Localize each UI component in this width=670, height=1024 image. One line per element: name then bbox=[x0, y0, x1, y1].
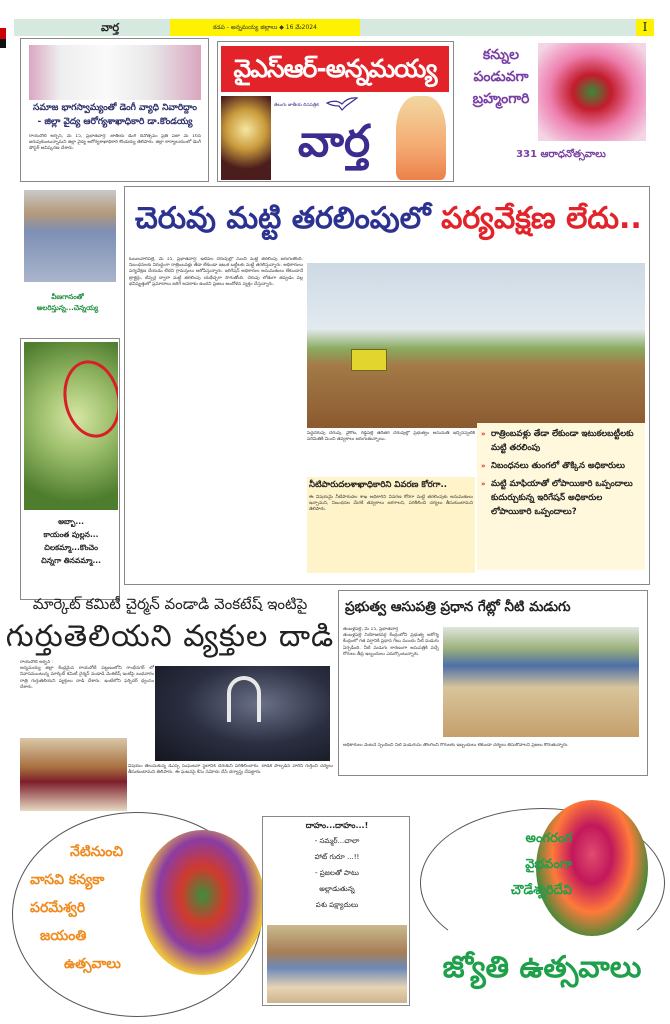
headline-red-part: పర్యవేక్షణ లేదు.. bbox=[441, 201, 642, 236]
summer-line: పశు పక్ష్యాదులు bbox=[315, 901, 359, 909]
dengue-body: రాయచోటి అర్బన్, మే 15, ప్రభాతవార్త: జాతీయ డెంగీ దినోత్సవం ప్రతి ఏటా మే 16న జరుపుకుంటున్నామని జిల్లా వైద్య ఆరోగ్యశాఖాధికారి కొండయ్య తెలిపారు. జిల్లా కార్యాలయంలో డెంగీ పోస్టర్ ఆవిష్కరణ చేశారు. bbox=[29, 134, 201, 152]
edition-date: కడప - అన్నమయ్య జిల్లాలు ◆ 16 మే2024 bbox=[170, 19, 360, 36]
vasavi-line: నేటినుంచి bbox=[70, 844, 124, 860]
main-body-column: ఓబులవారిపల్లె, మే 15, ప్రభాతవార్త: ఇటీవల చెరువుల్లో నుంచి మట్టి తరలింపు జరుగుతోంది. నిబంధనలకు విరుద్ధంగా రాత్రింబవళ్లు తేడా లేకుండా ఇటుక బట్టీలకు మట్టి తరలిస్తున్నారు. అధికారులు పర్యవేక్షణ చేయడం లేదని గ్రామస్తులు ఆరోపిస్తున్నారు. ఇరిగేషన్ అధికారుల అనుమతులు లేకుండానే ట్రాక్టర్లు, టిప్పర్ల ద్వారా మట్టి తరలింపు యథేచ్ఛగా సాగుతోంది. చెరువు లోతుగా తవ్వడం వల్ల భవిష్యత్తులో ప్రమాదాలు జరిగే అవకాశం ఉందని ప్రజలు ఆందోళన వ్యక్తం చేస్తున్నారు. bbox=[129, 257, 303, 287]
soil-excavation-photo bbox=[307, 263, 645, 428]
caption-line: అబ్బా... bbox=[58, 517, 84, 526]
summer-line: అల్లాడుతున్న bbox=[319, 885, 355, 893]
main-body-continued: పెద్దచెరువు చెరువు, వైకోట, రెడ్డిపల్లె తదితర చెరువుల్లో ప్రభుత్వం అనుమతి ఇచ్చినప్పటికీ పరిమితికి మించి తవ్వకాలు జరుగుతున్నాయి. bbox=[307, 431, 475, 443]
dove-icon bbox=[326, 97, 358, 111]
vasavi-line: వాసవి కన్యకా bbox=[30, 872, 105, 888]
summer-heat-box bbox=[262, 816, 410, 1006]
brahmamgari-procession-photo bbox=[538, 43, 646, 141]
veena-player-photo bbox=[24, 190, 116, 282]
highlight-text: మట్టి మాఫియాతో లోపాయికారి ఒప్పందాలు కుదుర్చుకున్న ఇరిగేషన్ అధికారుల లోపాయికారి ఒప్పందాలు? bbox=[491, 479, 633, 517]
caption-line: కాయంత పుల్లన... bbox=[43, 530, 99, 539]
brahmamgari-title bbox=[466, 44, 536, 110]
market-headline: గుర్తుతెలియని వ్యక్తుల దాడి bbox=[5, 619, 335, 654]
highlight-item bbox=[481, 477, 641, 519]
flooded-hospital-gate-photo bbox=[443, 627, 639, 737]
caption-line: చిలకమ్మా...కొంచెం bbox=[44, 543, 98, 552]
bullet-arrow-icon: » bbox=[481, 480, 486, 488]
masthead bbox=[217, 41, 454, 182]
irrigation-sidebar-title: నీటిపారుదలశాఖాధికారిని వివరణ కోరగా.. bbox=[307, 477, 475, 493]
hospital-dateline: తంబళ్లపల్లె, మే 15, ప్రభాతవార్త bbox=[343, 627, 398, 632]
highlight-circle bbox=[57, 355, 118, 443]
highlight-text: నిబంధనలు తుంగలో తొక్కిన అధికారులు bbox=[491, 461, 625, 471]
title-line: కన్నుల bbox=[482, 47, 520, 63]
headline-blue-part: చెరువు మట్టి తరలింపులో bbox=[135, 201, 431, 236]
highlight-item bbox=[481, 459, 641, 473]
highlight-text: రాత్రింబవళ్లు తేడా లేకుండా ఇటుకలబట్టీలకు మట్టి తరలింపు bbox=[491, 429, 634, 453]
gate-arch-shape bbox=[227, 676, 261, 722]
caption-line: అలరిస్తున్న...చెన్నయ్య bbox=[36, 304, 99, 312]
bullet-arrow-icon: » bbox=[481, 430, 486, 438]
jyothi-utsavalu-headline: జ్యోతి ఉత్సవాలు bbox=[442, 950, 642, 985]
highlights-box bbox=[477, 423, 645, 570]
vasavi-line: జయంతి bbox=[40, 928, 87, 944]
tipper-truck-image bbox=[351, 349, 387, 371]
vasavi-line: పరమేశ్వరి bbox=[30, 900, 86, 916]
damaged-furniture-photo bbox=[20, 738, 127, 811]
market-dateline: రాయచోటి అర్బన్ : bbox=[20, 660, 54, 665]
caption-line: చిన్నగా తినవమ్మా... bbox=[40, 556, 101, 565]
masthead-tagline: తెలుగు జాతీయ దినపత్రిక bbox=[274, 103, 319, 108]
market-body bbox=[20, 660, 154, 736]
mango-tree-photo bbox=[24, 342, 118, 510]
chowdeswari-text bbox=[452, 826, 572, 904]
vasavi-line: ఉత్సవాలు bbox=[64, 956, 121, 972]
highlight-item bbox=[481, 427, 641, 455]
dengue-headline: సమాజ భాగస్వామ్యంతో డెంగీ వ్యాధి నివారిద్దాం bbox=[33, 103, 197, 113]
hospital-headline: ప్రభుత్వ ఆసుపత్రి ప్రధాన గేట్లో నీటి మడుగు bbox=[345, 599, 571, 615]
corner-badge bbox=[0, 28, 6, 48]
market-kicker: మార్కెట్ కమిటీ చైర్మన్ వండాడి వెంకటేష్ ఇంటిపై bbox=[32, 595, 308, 613]
hospital-body-continued: అధికారులు వెంటనే స్పందించి నీటి మడుగును తొలగించి రోగులకు ఇబ్బందులు లేకుండా చర్యలు తీసుకోవాలని ప్రజలు కోరుతున్నారు. bbox=[343, 743, 569, 748]
main-headline bbox=[135, 195, 645, 243]
header-logo: వార్త bbox=[100, 21, 120, 34]
market-body-continued: విషయం తెలుసుకున్న డీఎస్పీ సంఘటనా స్థలానికి చేరుకుని పరిశీలించారు. దాడికి పాల్పడిన వారిని గుర్తించి చర్యలు తీసుకుంటామని తెలిపారు. ఈ ఘటనపై కేసు నమోదు చేసి దర్యాప్తు చేపట్టారు. bbox=[128, 764, 333, 776]
dengue-article bbox=[20, 38, 209, 182]
hospital-body-text: తంబళ్లపల్లె నియోజకవర్గ కేంద్రంలోని ప్రభుత్వ ఆరోగ్య కేంద్రంలో గత వర్షానికి ప్రధాన గేటు ముందు నీటి మడుగు ఏర్పడింది. నీటి మడుగు కారణంగా ఆసుపత్రికి వచ్చే రోగులు తీవ్ర ఇబ్బందులు ఎదుర్కొంటున్నారు. bbox=[343, 633, 439, 657]
page-number: I bbox=[636, 19, 654, 36]
caption-line: వీణగానంతో bbox=[51, 293, 84, 301]
summer-line: - ప్రజలతో పాటు bbox=[315, 869, 359, 877]
hospital-body bbox=[343, 627, 439, 741]
mango-caption bbox=[23, 515, 119, 567]
vasavi-jayanthi-text bbox=[30, 838, 170, 978]
temple-tower-image bbox=[221, 96, 271, 180]
masthead-banner: వైఎస్ఆర్-అన్నమయ్య bbox=[221, 46, 449, 92]
summer-line: హాట్ గురూ ...!! bbox=[314, 853, 360, 861]
title-line: బ్రహ్మంగారి bbox=[472, 91, 530, 107]
mango-parrot-box bbox=[20, 338, 120, 600]
chowdeswari-line: చౌడేశ్వరిదేవి bbox=[510, 883, 572, 898]
chowdeswari-line: అంగరంగ bbox=[525, 831, 572, 846]
hospital-story bbox=[338, 590, 648, 776]
veena-caption bbox=[10, 292, 125, 314]
lake-soil-story bbox=[124, 186, 650, 585]
bullet-arrow-icon: » bbox=[481, 462, 486, 470]
chowdeswari-line: వైభవంగా bbox=[525, 857, 572, 872]
summer-title: దాహం...దాహం...! bbox=[305, 821, 369, 830]
summer-line: - సమ్మర్...చాలా bbox=[314, 837, 360, 845]
child-drinking-water-photo bbox=[267, 925, 407, 1003]
dengue-poster-photo bbox=[29, 45, 201, 100]
irrigation-sidebar-body: ఈ విషయమై నీటిపారుదల శాఖ అధికారిని వివరణ కోరగా మట్టి తరలింపుకు అనుమతులు ఇచ్చామని, నిబంధనల మేరకే తవ్వకాలు జరగాలని, పరిశీలించి చర్యలు తీసుకుంటామని తెలిపారు. bbox=[307, 493, 475, 573]
annamayya-figure-image bbox=[396, 96, 446, 180]
brahmamgari-subtitle: 331 ఆరాధనోత్సవాలు bbox=[516, 149, 606, 160]
masthead-brand: వార్త bbox=[297, 116, 371, 167]
title-line: పండువగా bbox=[473, 69, 529, 85]
dengue-subheadline: - జిల్లా వైద్య ఆరోగ్యశాఖాధికారి డా.కొండయ్య bbox=[37, 117, 193, 127]
police-at-gate-photo bbox=[155, 666, 330, 761]
market-body-text: అన్నమయ్య జిల్లా కేంద్రమైన రాయచోటి పట్టణంలోని గాంధీనగర్ లో నివాసముంటున్న మార్కెట్ కమిటీ చైర్మన్ వండాడి వెంకటేష్ ఇంటిపై బుధవారం రాత్రి గుర్తుతెలియని వ్యక్తులు దాడి చేశారు. ఇంటిలోని ఫర్నిచర్ ధ్వంసం చేశారు. bbox=[20, 666, 154, 690]
